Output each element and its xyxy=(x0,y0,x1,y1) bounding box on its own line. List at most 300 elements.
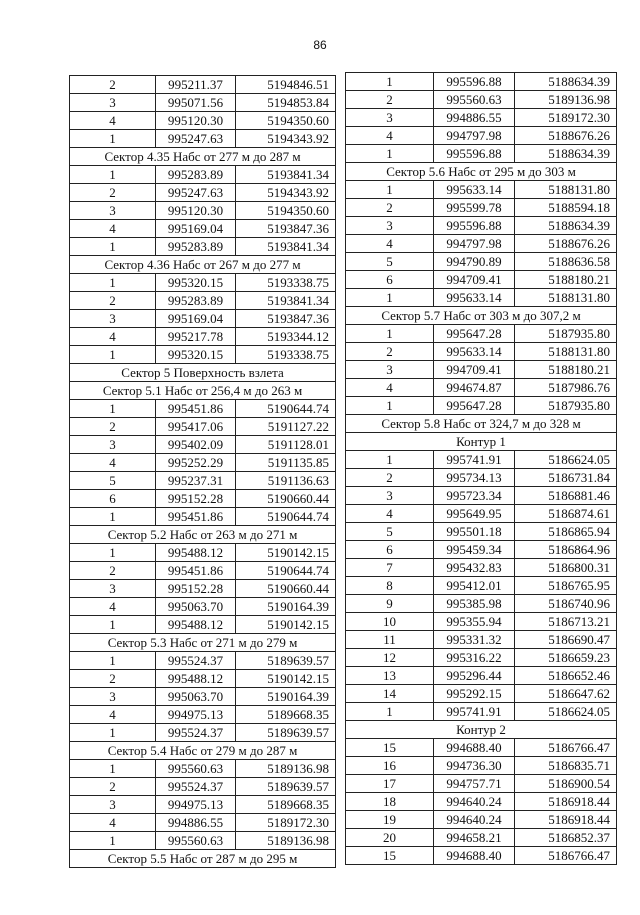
table-row xyxy=(70,814,336,832)
table-row xyxy=(346,667,617,685)
point-number-cell: 15 xyxy=(346,739,434,757)
point-number-cell: 4 xyxy=(70,814,156,832)
point-number-cell: 3 xyxy=(70,436,156,454)
point-number-cell: 1 xyxy=(346,181,434,199)
y-coordinate-cell: 5189136.98 xyxy=(236,832,336,850)
point-number-cell: 4 xyxy=(70,598,156,616)
x-coordinate-cell: 995252.29 xyxy=(156,454,236,472)
y-coordinate-cell: 5187935.80 xyxy=(515,397,617,415)
y-coordinate-cell: 5190164.39 xyxy=(236,598,336,616)
point-number-cell: 5 xyxy=(70,472,156,490)
table-row xyxy=(70,472,336,490)
table-row xyxy=(70,454,336,472)
point-number-cell: 4 xyxy=(346,127,434,145)
x-coordinate-cell: 995723.34 xyxy=(434,487,515,505)
point-number-cell: 3 xyxy=(70,688,156,706)
table-row xyxy=(70,436,336,454)
x-coordinate-cell: 995331.32 xyxy=(434,631,515,649)
y-coordinate-cell: 5193841.34 xyxy=(236,238,336,256)
y-coordinate-cell: 5186852.37 xyxy=(515,829,617,847)
x-coordinate-cell: 995063.70 xyxy=(156,688,236,706)
point-number-cell: 5 xyxy=(346,253,434,271)
section-title: Сектор 5.3 Набс от 271 м до 279 м xyxy=(70,634,336,652)
table-row xyxy=(70,688,336,706)
point-number-cell: 1 xyxy=(346,73,434,91)
point-number-cell: 7 xyxy=(346,559,434,577)
point-number-cell: 1 xyxy=(70,166,156,184)
table-row xyxy=(346,559,617,577)
point-number-cell: 2 xyxy=(70,562,156,580)
x-coordinate-cell: 994886.55 xyxy=(156,814,236,832)
table-row xyxy=(346,793,617,811)
table-row xyxy=(70,544,336,562)
y-coordinate-cell: 5191127.22 xyxy=(236,418,336,436)
y-coordinate-cell: 5194343.92 xyxy=(236,130,336,148)
x-coordinate-cell: 995120.30 xyxy=(156,112,236,130)
point-number-cell: 2 xyxy=(70,778,156,796)
section-header-row xyxy=(70,256,336,274)
point-number-cell: 4 xyxy=(70,706,156,724)
table-row xyxy=(70,508,336,526)
x-coordinate-cell: 995524.37 xyxy=(156,724,236,742)
x-coordinate-cell: 994688.40 xyxy=(434,847,515,865)
table-row xyxy=(346,73,617,91)
y-coordinate-cell: 5190164.39 xyxy=(236,688,336,706)
y-coordinate-cell: 5187986.76 xyxy=(515,379,617,397)
x-coordinate-cell: 995283.89 xyxy=(156,238,236,256)
x-coordinate-cell: 995560.63 xyxy=(434,91,515,109)
section-header-row xyxy=(346,433,617,451)
y-coordinate-cell: 5193344.12 xyxy=(236,328,336,346)
point-number-cell: 3 xyxy=(70,796,156,814)
table-row xyxy=(346,379,617,397)
x-coordinate-cell: 995063.70 xyxy=(156,598,236,616)
table-row xyxy=(70,670,336,688)
y-coordinate-cell: 5186864.96 xyxy=(515,541,617,559)
x-coordinate-cell: 995451.86 xyxy=(156,400,236,418)
section-title: Сектор 5.6 Набс от 295 м до 303 м xyxy=(346,163,617,181)
point-number-cell: 17 xyxy=(346,775,434,793)
y-coordinate-cell: 5186918.44 xyxy=(515,793,617,811)
table-row xyxy=(346,253,617,271)
point-number-cell: 4 xyxy=(346,379,434,397)
point-number-cell: 15 xyxy=(346,847,434,865)
x-coordinate-cell: 994640.24 xyxy=(434,793,515,811)
y-coordinate-cell: 5186766.47 xyxy=(515,847,617,865)
point-number-cell: 2 xyxy=(346,199,434,217)
y-coordinate-cell: 5186874.61 xyxy=(515,505,617,523)
y-coordinate-cell: 5188634.39 xyxy=(515,73,617,91)
point-number-cell: 1 xyxy=(70,760,156,778)
y-coordinate-cell: 5193841.34 xyxy=(236,292,336,310)
table-row xyxy=(70,400,336,418)
section-title: Контур 2 xyxy=(346,721,617,739)
y-coordinate-cell: 5189136.98 xyxy=(515,91,617,109)
y-coordinate-cell: 5194853.84 xyxy=(236,94,336,112)
x-coordinate-cell: 995649.95 xyxy=(434,505,515,523)
point-number-cell: 1 xyxy=(346,703,434,721)
table-row xyxy=(70,724,336,742)
point-number-cell: 2 xyxy=(346,343,434,361)
x-coordinate-cell: 995633.14 xyxy=(434,343,515,361)
table-row xyxy=(346,289,617,307)
y-coordinate-cell: 5190644.74 xyxy=(236,562,336,580)
x-coordinate-cell: 995451.86 xyxy=(156,508,236,526)
x-coordinate-cell: 994640.24 xyxy=(434,811,515,829)
x-coordinate-cell: 995247.63 xyxy=(156,130,236,148)
table-row xyxy=(346,685,617,703)
point-number-cell: 1 xyxy=(70,724,156,742)
point-number-cell: 2 xyxy=(70,184,156,202)
y-coordinate-cell: 5188676.26 xyxy=(515,235,617,253)
y-coordinate-cell: 5190644.74 xyxy=(236,508,336,526)
x-coordinate-cell: 995169.04 xyxy=(156,310,236,328)
x-coordinate-cell: 994658.21 xyxy=(434,829,515,847)
x-coordinate-cell: 995417.06 xyxy=(156,418,236,436)
table-row xyxy=(70,832,336,850)
table-row xyxy=(346,811,617,829)
point-number-cell: 10 xyxy=(346,613,434,631)
table-row xyxy=(346,343,617,361)
table-row xyxy=(70,310,336,328)
y-coordinate-cell: 5186765.95 xyxy=(515,577,617,595)
x-coordinate-cell: 994709.41 xyxy=(434,271,515,289)
y-coordinate-cell: 5194343.92 xyxy=(236,184,336,202)
y-coordinate-cell: 5190142.15 xyxy=(236,544,336,562)
section-header-row xyxy=(70,382,336,400)
x-coordinate-cell: 994790.89 xyxy=(434,253,515,271)
x-coordinate-cell: 995488.12 xyxy=(156,670,236,688)
y-coordinate-cell: 5188636.58 xyxy=(515,253,617,271)
point-number-cell: 3 xyxy=(70,310,156,328)
section-title: Сектор 5.7 Набс от 303 м до 307,2 м xyxy=(346,307,617,325)
point-number-cell: 14 xyxy=(346,685,434,703)
coordinates-table-right xyxy=(345,72,617,865)
table-row xyxy=(70,166,336,184)
table-row xyxy=(70,580,336,598)
table-row xyxy=(346,757,617,775)
y-coordinate-cell: 5186690.47 xyxy=(515,631,617,649)
x-coordinate-cell: 995459.34 xyxy=(434,541,515,559)
table-row xyxy=(346,541,617,559)
section-title: Сектор 5 Поверхность взлета xyxy=(70,364,336,382)
section-header-row xyxy=(346,307,617,325)
x-coordinate-cell: 994797.98 xyxy=(434,127,515,145)
table-row xyxy=(70,616,336,634)
table-row xyxy=(346,91,617,109)
y-coordinate-cell: 5194350.60 xyxy=(236,112,336,130)
y-coordinate-cell: 5193338.75 xyxy=(236,274,336,292)
x-coordinate-cell: 995488.12 xyxy=(156,544,236,562)
y-coordinate-cell: 5193841.34 xyxy=(236,166,336,184)
point-number-cell: 6 xyxy=(346,271,434,289)
y-coordinate-cell: 5189172.30 xyxy=(236,814,336,832)
section-title: Сектор 4.35 Набс от 277 м до 287 м xyxy=(70,148,336,166)
y-coordinate-cell: 5193847.36 xyxy=(236,220,336,238)
table-row xyxy=(346,577,617,595)
point-number-cell: 4 xyxy=(70,454,156,472)
table-row xyxy=(346,181,617,199)
table-row xyxy=(346,451,617,469)
section-title: Сектор 5.4 Набс от 279 м до 287 м xyxy=(70,742,336,760)
point-number-cell: 3 xyxy=(70,580,156,598)
y-coordinate-cell: 5189668.35 xyxy=(236,706,336,724)
y-coordinate-cell: 5186881.46 xyxy=(515,487,617,505)
table-row xyxy=(70,328,336,346)
table-row xyxy=(70,562,336,580)
section-header-row xyxy=(70,364,336,382)
y-coordinate-cell: 5188180.21 xyxy=(515,271,617,289)
point-number-cell: 9 xyxy=(346,595,434,613)
y-coordinate-cell: 5186624.05 xyxy=(515,451,617,469)
point-number-cell: 1 xyxy=(346,451,434,469)
point-number-cell: 16 xyxy=(346,757,434,775)
section-header-row xyxy=(346,415,617,433)
y-coordinate-cell: 5186713.21 xyxy=(515,613,617,631)
table-row xyxy=(346,739,617,757)
point-number-cell: 1 xyxy=(346,145,434,163)
x-coordinate-cell: 995560.63 xyxy=(156,832,236,850)
y-coordinate-cell: 5186800.31 xyxy=(515,559,617,577)
x-coordinate-cell: 995734.13 xyxy=(434,469,515,487)
x-coordinate-cell: 995296.44 xyxy=(434,667,515,685)
point-number-cell: 2 xyxy=(70,670,156,688)
y-coordinate-cell: 5188180.21 xyxy=(515,361,617,379)
y-coordinate-cell: 5188131.80 xyxy=(515,343,617,361)
y-coordinate-cell: 5193338.75 xyxy=(236,346,336,364)
x-coordinate-cell: 995501.18 xyxy=(434,523,515,541)
table-row xyxy=(346,775,617,793)
point-number-cell: 1 xyxy=(346,325,434,343)
coordinates-table-left xyxy=(69,75,336,868)
point-number-cell: 1 xyxy=(70,616,156,634)
section-title: Сектор 5.1 Набс от 256,4 м до 263 м xyxy=(70,382,336,400)
y-coordinate-cell: 5188634.39 xyxy=(515,217,617,235)
y-coordinate-cell: 5190644.74 xyxy=(236,400,336,418)
y-coordinate-cell: 5189639.57 xyxy=(236,778,336,796)
x-coordinate-cell: 994688.40 xyxy=(434,739,515,757)
y-coordinate-cell: 5186659.23 xyxy=(515,649,617,667)
section-title: Сектор 4.36 Набс от 267 м до 277 м xyxy=(70,256,336,274)
y-coordinate-cell: 5191136.63 xyxy=(236,472,336,490)
point-number-cell: 2 xyxy=(346,91,434,109)
y-coordinate-cell: 5186740.96 xyxy=(515,595,617,613)
table-row xyxy=(346,325,617,343)
point-number-cell: 13 xyxy=(346,667,434,685)
table-row xyxy=(70,760,336,778)
section-header-row xyxy=(70,742,336,760)
point-number-cell: 4 xyxy=(346,235,434,253)
table-row xyxy=(346,649,617,667)
y-coordinate-cell: 5186624.05 xyxy=(515,703,617,721)
table-row xyxy=(346,361,617,379)
x-coordinate-cell: 994886.55 xyxy=(434,109,515,127)
point-number-cell: 1 xyxy=(70,400,156,418)
y-coordinate-cell: 5187935.80 xyxy=(515,325,617,343)
y-coordinate-cell: 5194846.51 xyxy=(236,76,336,94)
x-coordinate-cell: 995524.37 xyxy=(156,778,236,796)
table-row xyxy=(70,490,336,508)
x-coordinate-cell: 995071.56 xyxy=(156,94,236,112)
y-coordinate-cell: 5190142.15 xyxy=(236,670,336,688)
table-row xyxy=(346,127,617,145)
y-coordinate-cell: 5191128.01 xyxy=(236,436,336,454)
point-number-cell: 1 xyxy=(70,130,156,148)
section-title: Сектор 5.2 Набс от 263 м до 271 м xyxy=(70,526,336,544)
table-row xyxy=(346,145,617,163)
table-row xyxy=(70,652,336,670)
section-header-row xyxy=(70,634,336,652)
table-row xyxy=(346,469,617,487)
y-coordinate-cell: 5188131.80 xyxy=(515,181,617,199)
table-row xyxy=(70,220,336,238)
x-coordinate-cell: 995647.28 xyxy=(434,325,515,343)
x-coordinate-cell: 995247.63 xyxy=(156,184,236,202)
y-coordinate-cell: 5190142.15 xyxy=(236,616,336,634)
y-coordinate-cell: 5186835.71 xyxy=(515,757,617,775)
table-row xyxy=(346,199,617,217)
section-title: Контур 1 xyxy=(346,433,617,451)
section-header-row xyxy=(70,526,336,544)
point-number-cell: 1 xyxy=(346,397,434,415)
point-number-cell: 3 xyxy=(70,94,156,112)
table-row xyxy=(346,595,617,613)
x-coordinate-cell: 995432.83 xyxy=(434,559,515,577)
table-row xyxy=(346,235,617,253)
table-row xyxy=(346,271,617,289)
page-number: 86 xyxy=(313,38,327,52)
x-coordinate-cell: 994797.98 xyxy=(434,235,515,253)
table-row xyxy=(70,796,336,814)
x-coordinate-cell: 994736.30 xyxy=(434,757,515,775)
x-coordinate-cell: 995120.30 xyxy=(156,202,236,220)
point-number-cell: 1 xyxy=(70,238,156,256)
point-number-cell: 1 xyxy=(346,289,434,307)
point-number-cell: 3 xyxy=(70,202,156,220)
point-number-cell: 4 xyxy=(346,505,434,523)
table-row xyxy=(70,202,336,220)
point-number-cell: 1 xyxy=(70,544,156,562)
x-coordinate-cell: 995451.86 xyxy=(156,562,236,580)
point-number-cell: 3 xyxy=(346,217,434,235)
y-coordinate-cell: 5189172.30 xyxy=(515,109,617,127)
y-coordinate-cell: 5189668.35 xyxy=(236,796,336,814)
x-coordinate-cell: 995560.63 xyxy=(156,760,236,778)
table-row xyxy=(346,109,617,127)
table-row xyxy=(70,292,336,310)
table-row xyxy=(70,346,336,364)
y-coordinate-cell: 5189639.57 xyxy=(236,652,336,670)
point-number-cell: 3 xyxy=(346,109,434,127)
x-coordinate-cell: 994757.71 xyxy=(434,775,515,793)
table-row xyxy=(70,184,336,202)
point-number-cell: 1 xyxy=(70,832,156,850)
table-row xyxy=(346,847,617,865)
y-coordinate-cell: 5189639.57 xyxy=(236,724,336,742)
y-coordinate-cell: 5190660.44 xyxy=(236,580,336,598)
point-number-cell: 11 xyxy=(346,631,434,649)
x-coordinate-cell: 995524.37 xyxy=(156,652,236,670)
x-coordinate-cell: 995596.88 xyxy=(434,73,515,91)
x-coordinate-cell: 995152.28 xyxy=(156,490,236,508)
table-row xyxy=(346,613,617,631)
x-coordinate-cell: 995283.89 xyxy=(156,166,236,184)
point-number-cell: 3 xyxy=(346,361,434,379)
point-number-cell: 3 xyxy=(346,487,434,505)
table-row xyxy=(70,94,336,112)
y-coordinate-cell: 5186647.62 xyxy=(515,685,617,703)
point-number-cell: 19 xyxy=(346,811,434,829)
y-coordinate-cell: 5186652.46 xyxy=(515,667,617,685)
point-number-cell: 2 xyxy=(70,292,156,310)
y-coordinate-cell: 5188594.18 xyxy=(515,199,617,217)
section-header-row xyxy=(346,163,617,181)
x-coordinate-cell: 995316.22 xyxy=(434,649,515,667)
x-coordinate-cell: 995355.94 xyxy=(434,613,515,631)
point-number-cell: 2 xyxy=(70,76,156,94)
y-coordinate-cell: 5189136.98 xyxy=(236,760,336,778)
y-coordinate-cell: 5186900.54 xyxy=(515,775,617,793)
table-row xyxy=(346,631,617,649)
x-coordinate-cell: 995633.14 xyxy=(434,289,515,307)
y-coordinate-cell: 5193847.36 xyxy=(236,310,336,328)
table-row xyxy=(70,238,336,256)
x-coordinate-cell: 994709.41 xyxy=(434,361,515,379)
table-row xyxy=(346,505,617,523)
y-coordinate-cell: 5190660.44 xyxy=(236,490,336,508)
point-number-cell: 2 xyxy=(70,418,156,436)
y-coordinate-cell: 5194350.60 xyxy=(236,202,336,220)
table-row xyxy=(70,418,336,436)
table-row xyxy=(346,397,617,415)
x-coordinate-cell: 995385.98 xyxy=(434,595,515,613)
y-coordinate-cell: 5186766.47 xyxy=(515,739,617,757)
section-header-row xyxy=(346,721,617,739)
point-number-cell: 4 xyxy=(70,112,156,130)
section-title: Сектор 5.5 Набс от 287 м до 295 м xyxy=(70,850,336,868)
point-number-cell: 5 xyxy=(346,523,434,541)
x-coordinate-cell: 995596.88 xyxy=(434,217,515,235)
x-coordinate-cell: 995217.78 xyxy=(156,328,236,346)
x-coordinate-cell: 995320.15 xyxy=(156,274,236,292)
x-coordinate-cell: 995647.28 xyxy=(434,397,515,415)
point-number-cell: 18 xyxy=(346,793,434,811)
point-number-cell: 1 xyxy=(70,274,156,292)
x-coordinate-cell: 995599.78 xyxy=(434,199,515,217)
x-coordinate-cell: 994975.13 xyxy=(156,706,236,724)
y-coordinate-cell: 5188634.39 xyxy=(515,145,617,163)
x-coordinate-cell: 995152.28 xyxy=(156,580,236,598)
table-row xyxy=(70,706,336,724)
x-coordinate-cell: 995741.91 xyxy=(434,451,515,469)
table-row xyxy=(70,274,336,292)
y-coordinate-cell: 5188131.80 xyxy=(515,289,617,307)
point-number-cell: 1 xyxy=(70,508,156,526)
table-row xyxy=(346,217,617,235)
x-coordinate-cell: 995211.37 xyxy=(156,76,236,94)
point-number-cell: 20 xyxy=(346,829,434,847)
point-number-cell: 6 xyxy=(70,490,156,508)
x-coordinate-cell: 995320.15 xyxy=(156,346,236,364)
y-coordinate-cell: 5186918.44 xyxy=(515,811,617,829)
point-number-cell: 1 xyxy=(70,652,156,670)
x-coordinate-cell: 995633.14 xyxy=(434,181,515,199)
x-coordinate-cell: 995741.91 xyxy=(434,703,515,721)
point-number-cell: 12 xyxy=(346,649,434,667)
table-row xyxy=(346,523,617,541)
x-coordinate-cell: 995237.31 xyxy=(156,472,236,490)
point-number-cell: 8 xyxy=(346,577,434,595)
